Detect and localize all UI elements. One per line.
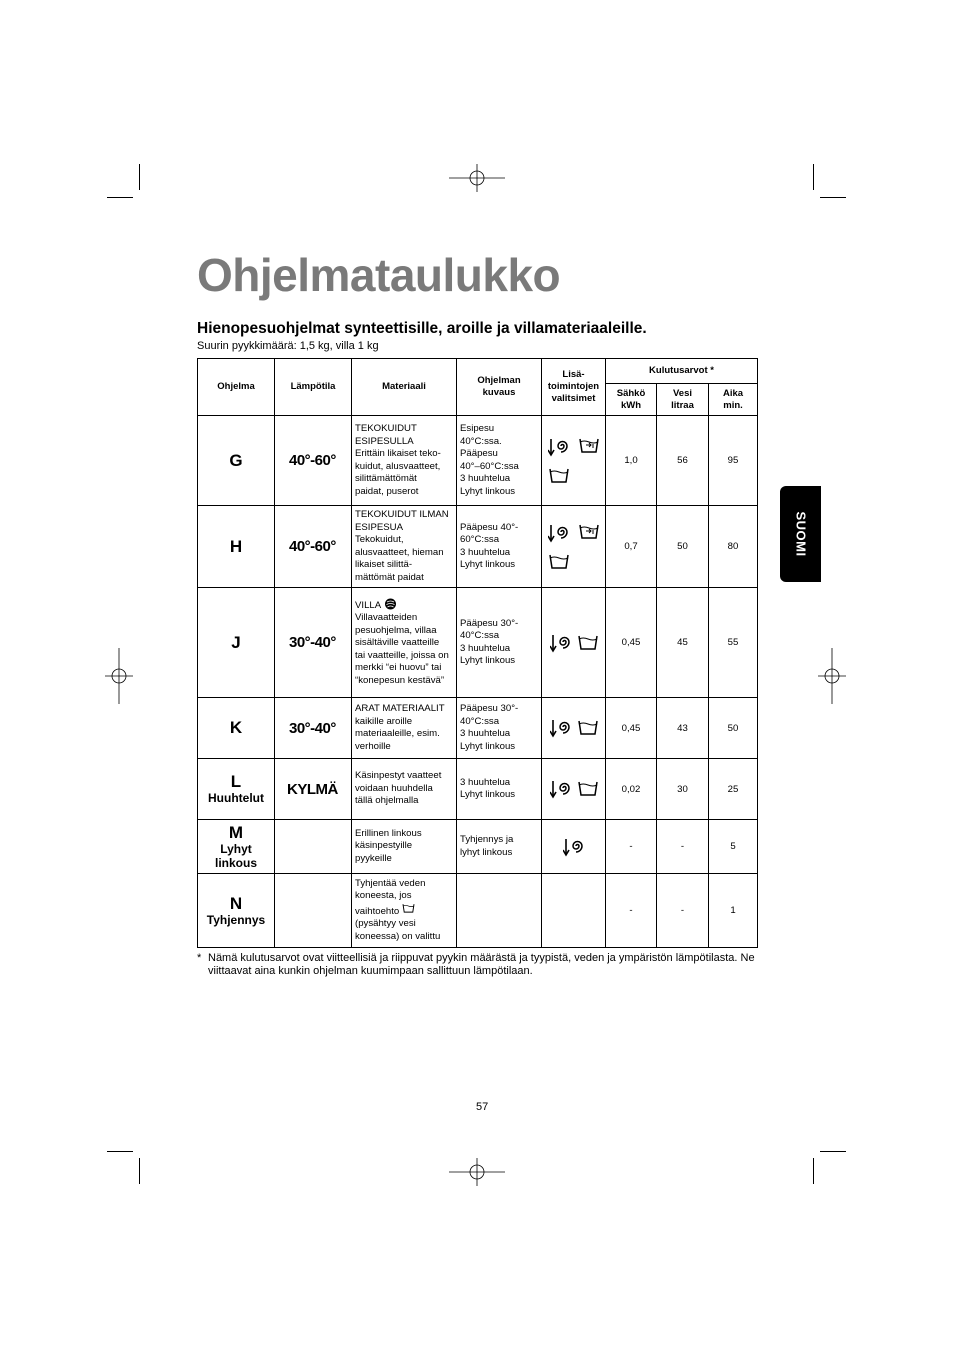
material-line bbox=[355, 509, 453, 522]
description-line: Pääpesu bbox=[460, 448, 498, 459]
table-row bbox=[198, 874, 758, 948]
program-code: N bbox=[229, 893, 243, 913]
options-icons bbox=[542, 437, 605, 485]
material-line bbox=[355, 890, 453, 903]
water-cell: 30 bbox=[657, 759, 709, 820]
description-line: Lyhyt linkous bbox=[460, 740, 516, 752]
time-cell: 55 bbox=[709, 588, 758, 698]
material-line bbox=[355, 918, 453, 931]
spin-reduction-icon bbox=[550, 779, 572, 799]
program-code-cell bbox=[198, 874, 275, 948]
energy-cell: - bbox=[606, 874, 657, 948]
water-cell: 45 bbox=[657, 588, 709, 698]
description-cell bbox=[457, 874, 542, 948]
table-row bbox=[198, 506, 758, 588]
wool-icon bbox=[381, 600, 397, 611]
material-line bbox=[355, 534, 453, 547]
options-icons bbox=[542, 779, 605, 799]
material-line bbox=[355, 598, 453, 613]
material-text: (pysähtyy vesi bbox=[355, 918, 416, 930]
description-line: Pääpesu 30°- bbox=[460, 617, 519, 629]
material-line bbox=[355, 783, 453, 796]
temperature-cell: 30°-40° bbox=[275, 698, 352, 759]
crop-mark bbox=[139, 1158, 140, 1184]
spin-reduction-icon bbox=[550, 633, 572, 653]
material-line bbox=[355, 486, 453, 499]
material-text: pesuohjelma, villaa bbox=[355, 624, 437, 636]
material-line bbox=[355, 473, 453, 486]
energy-cell: 0,02 bbox=[606, 759, 657, 820]
crop-mark bbox=[107, 1151, 133, 1152]
material-line bbox=[355, 650, 453, 663]
description-line: Tyhjennys ja bbox=[460, 834, 514, 845]
header-options: Lisä-toimintojen valitsimet bbox=[542, 359, 606, 416]
program-subname: Tyhjennys bbox=[206, 912, 266, 927]
water-cell: 56 bbox=[657, 416, 709, 506]
description-line: Pääpesu 30°- bbox=[460, 703, 519, 714]
material-line bbox=[355, 903, 453, 919]
material-text: tällä ohjelmalla bbox=[355, 795, 419, 807]
time-cell: 80 bbox=[709, 506, 758, 588]
registration-mark-icon bbox=[449, 1158, 505, 1186]
crop-mark bbox=[813, 164, 814, 190]
description-line: Lyhyt linkous bbox=[460, 559, 516, 570]
material-line bbox=[355, 703, 453, 716]
page-number: 57 bbox=[476, 1101, 489, 1113]
temperature-cell: 30°-40° bbox=[275, 588, 352, 698]
options-cell bbox=[542, 506, 606, 588]
program-subname: Huuhtelut bbox=[208, 791, 264, 805]
program-code: L bbox=[230, 772, 242, 791]
time-cell: 50 bbox=[709, 698, 758, 759]
material-line bbox=[355, 728, 453, 741]
material-line bbox=[355, 675, 453, 688]
options-icons bbox=[542, 633, 605, 653]
material-line bbox=[355, 436, 453, 449]
material-line bbox=[355, 795, 453, 808]
energy-cell: 0,45 bbox=[606, 698, 657, 759]
material-line bbox=[355, 559, 453, 572]
description-line: 60°C:ssa bbox=[460, 534, 500, 545]
time-cell: 25 bbox=[709, 759, 758, 820]
header-energy: Sähkö kWh bbox=[606, 384, 657, 416]
header-program: Ohjelma bbox=[198, 359, 275, 416]
energy-cell: 1,0 bbox=[606, 416, 657, 506]
description-cell bbox=[457, 759, 542, 820]
program-code: J bbox=[231, 632, 241, 652]
options-cell bbox=[542, 416, 606, 506]
material-line bbox=[355, 716, 453, 729]
table-row bbox=[198, 416, 758, 506]
description-line: 3 huuhtelua bbox=[460, 776, 511, 788]
material-line bbox=[355, 770, 453, 783]
program-code-cell bbox=[198, 416, 275, 506]
material-text: Villavaatteiden bbox=[355, 612, 418, 624]
water-cell: - bbox=[657, 874, 709, 948]
description-line: Lyhyt linkous bbox=[460, 655, 516, 666]
description-cell bbox=[457, 698, 542, 759]
material-text: ARAT MATERIAALIT bbox=[355, 703, 445, 714]
header-description: Ohjelman kuvaus bbox=[457, 359, 542, 416]
material-text: tai vaatteille, joissa on bbox=[355, 649, 449, 661]
material-cell bbox=[352, 506, 457, 588]
material-line bbox=[355, 423, 453, 436]
crop-mark bbox=[813, 1158, 814, 1184]
language-tab-label: SUOMI bbox=[793, 511, 808, 557]
material-line bbox=[355, 828, 453, 841]
header-temperature: Lämpötila bbox=[275, 359, 352, 416]
header-water: Vesi litraa bbox=[657, 384, 709, 416]
crop-mark bbox=[820, 1151, 846, 1152]
description-cell bbox=[457, 820, 542, 874]
material-line bbox=[355, 840, 453, 853]
material-line bbox=[355, 741, 453, 754]
material-text: materiaaleille, esim. bbox=[355, 728, 440, 739]
options-icons bbox=[542, 523, 605, 571]
description-line: Esipesu bbox=[460, 423, 495, 434]
page-title: Ohjelmataulukko bbox=[197, 249, 561, 301]
material-line bbox=[355, 931, 453, 944]
material-text: vaihtoehto bbox=[355, 905, 400, 917]
material-text: mättömät paidat bbox=[355, 571, 424, 583]
rinse-hold-icon bbox=[578, 719, 598, 737]
header-time: Aika min. bbox=[709, 384, 758, 416]
time-cell: 5 bbox=[709, 820, 758, 874]
material-text: ESIPESUA bbox=[355, 521, 403, 533]
energy-cell: 0,7 bbox=[606, 506, 657, 588]
options-cell bbox=[542, 759, 606, 820]
material-line bbox=[355, 662, 453, 675]
crop-mark bbox=[820, 197, 846, 198]
spin-reduction-icon bbox=[563, 837, 585, 857]
description-line: 40°C:ssa bbox=[460, 715, 500, 727]
program-code-cell bbox=[198, 759, 275, 820]
header-material: Materiaali bbox=[352, 359, 457, 416]
program-code-cell bbox=[198, 698, 275, 759]
temperature-cell bbox=[275, 820, 352, 874]
material-cell bbox=[352, 698, 457, 759]
material-text: käsinpestyille bbox=[355, 840, 413, 852]
water-cell: - bbox=[657, 820, 709, 874]
time-cell: 1 bbox=[709, 874, 758, 948]
material-line bbox=[355, 572, 453, 585]
table-row bbox=[198, 588, 758, 698]
material-line bbox=[355, 547, 453, 560]
material-text: Käsinpestyt vaatteet bbox=[355, 770, 442, 782]
description-line: 40°C:ssa. bbox=[460, 435, 502, 447]
rinse-hold-icon bbox=[578, 780, 598, 798]
material-line bbox=[355, 853, 453, 866]
description-line: lyhyt linkous bbox=[460, 846, 513, 858]
material-line bbox=[355, 637, 453, 650]
temperature-cell: 40°-60° bbox=[275, 416, 352, 506]
program-code-cell bbox=[198, 820, 275, 874]
options-icons bbox=[542, 837, 605, 857]
material-line bbox=[355, 448, 453, 461]
program-subname: Lyhyt linkous bbox=[214, 841, 257, 870]
temperature-cell: 40°-60° bbox=[275, 506, 352, 588]
material-cell bbox=[352, 416, 457, 506]
crop-mark bbox=[139, 164, 140, 190]
program-code-cell bbox=[198, 588, 275, 698]
material-text: TEKOKUIDUT bbox=[355, 423, 417, 434]
material-cell bbox=[352, 874, 457, 948]
material-text: paidat, puserot bbox=[355, 485, 419, 497]
rinse-hold-icon bbox=[547, 467, 571, 485]
description-line: Pääpesu 40°- bbox=[460, 521, 519, 533]
time-cell: 95 bbox=[709, 416, 758, 506]
material-text: koneesta, jos bbox=[355, 890, 412, 902]
material-cell bbox=[352, 759, 457, 820]
description-line: 3 huuhtelua bbox=[460, 728, 511, 739]
program-code: K bbox=[229, 718, 243, 737]
crop-mark bbox=[107, 197, 133, 198]
program-code-cell bbox=[198, 506, 275, 588]
program-code: H bbox=[229, 536, 243, 556]
program-code: G bbox=[229, 450, 243, 470]
description-line: 40°C:ssa bbox=[460, 630, 500, 641]
options-cell bbox=[542, 698, 606, 759]
material-line bbox=[355, 878, 453, 891]
material-text: merkki “ei huovu” tai bbox=[355, 662, 442, 674]
options-cell bbox=[542, 874, 606, 948]
rinse-hold-icon bbox=[399, 906, 415, 917]
material-text: likaiset silittä- bbox=[355, 559, 413, 570]
description-line: 3 huuhtelua bbox=[460, 642, 511, 654]
table-row bbox=[198, 759, 758, 820]
description-line: 40°–60°C:ssa bbox=[460, 460, 519, 472]
material-text: Tyhjentää veden bbox=[355, 877, 426, 889]
options-cell bbox=[542, 820, 606, 874]
material-text: silittämättömät bbox=[355, 473, 417, 484]
material-text: sisältäville vaatteille bbox=[355, 637, 440, 649]
registration-mark-icon bbox=[818, 648, 846, 704]
spin-reduction-icon bbox=[547, 523, 571, 543]
material-text: Erittäin likaiset teko- bbox=[355, 448, 441, 459]
material-text: koneessa) on valittu bbox=[355, 930, 441, 942]
energy-cell: - bbox=[606, 820, 657, 874]
options-icons bbox=[542, 718, 605, 738]
temperature-cell bbox=[275, 874, 352, 948]
rinse-hold-icon bbox=[578, 634, 598, 652]
footnote-text: Nämä kulutusarvot ovat viitteellisiä ja riippuvat pyykin määrästä ja tyypistä, veden ja ympäristön lämpötilasta. Ne viittaavat aina kunkin ohjelman kuumimpaan sallittuun lämpötilaan. bbox=[208, 952, 755, 977]
material-text: VILLA bbox=[355, 599, 382, 611]
material-line bbox=[355, 612, 453, 625]
material-text: ESIPESULLA bbox=[355, 435, 414, 447]
water-cell: 50 bbox=[657, 506, 709, 588]
footnote-star: * bbox=[197, 952, 202, 964]
table-row bbox=[198, 698, 758, 759]
material-text: alusvaatteet, hieman bbox=[355, 546, 444, 558]
description-cell bbox=[457, 506, 542, 588]
header-consumption: Kulutusarvot * bbox=[606, 359, 758, 384]
material-text: kaikille aroille bbox=[355, 715, 413, 727]
material-text: pyykeille bbox=[355, 852, 392, 864]
language-tab bbox=[780, 486, 821, 582]
material-text: Erillinen linkous bbox=[355, 827, 422, 839]
description-line: Lyhyt linkous bbox=[460, 485, 516, 497]
section-subtitle: Hienopesuohjelmat synteettisille, aroille ja villamateriaaleille. bbox=[197, 320, 647, 337]
options-cell bbox=[542, 588, 606, 698]
registration-mark-icon bbox=[105, 648, 133, 704]
description-cell bbox=[457, 416, 542, 506]
material-text: TEKOKUIDUT ILMAN bbox=[355, 509, 449, 520]
material-text: kuidut, alusvaatteet, bbox=[355, 460, 441, 472]
max-load-note: Suurin pyykkimäärä: 1,5 kg, villa 1 kg bbox=[197, 340, 379, 352]
temperature-cell: KYLMÄ bbox=[275, 759, 352, 820]
material-cell bbox=[352, 588, 457, 698]
material-line bbox=[355, 625, 453, 638]
material-text: voidaan huuhdella bbox=[355, 782, 433, 794]
description-line: Lyhyt linkous bbox=[460, 789, 516, 800]
spin-reduction-icon bbox=[550, 718, 572, 738]
description-line: 3 huuhtelua bbox=[460, 546, 511, 558]
description-line: 3 huuhtelua bbox=[460, 473, 511, 484]
table-row bbox=[198, 820, 758, 874]
material-text: Tekokuidut, bbox=[355, 534, 404, 545]
water-cell: 43 bbox=[657, 698, 709, 759]
energy-cell: 0,45 bbox=[606, 588, 657, 698]
material-cell bbox=[352, 820, 457, 874]
material-text: verhoille bbox=[355, 740, 391, 752]
prewash-icon bbox=[577, 523, 601, 543]
program-code: M bbox=[228, 822, 244, 842]
description-cell bbox=[457, 588, 542, 698]
material-line bbox=[355, 461, 453, 474]
registration-mark-icon bbox=[449, 164, 505, 192]
prewash-icon bbox=[577, 437, 601, 457]
rinse-hold-icon bbox=[547, 553, 571, 571]
spin-reduction-icon bbox=[547, 437, 571, 457]
program-table bbox=[197, 358, 758, 948]
material-line bbox=[355, 522, 453, 535]
material-text: “konepesun kestävä” bbox=[355, 674, 445, 686]
footnote bbox=[197, 952, 767, 978]
